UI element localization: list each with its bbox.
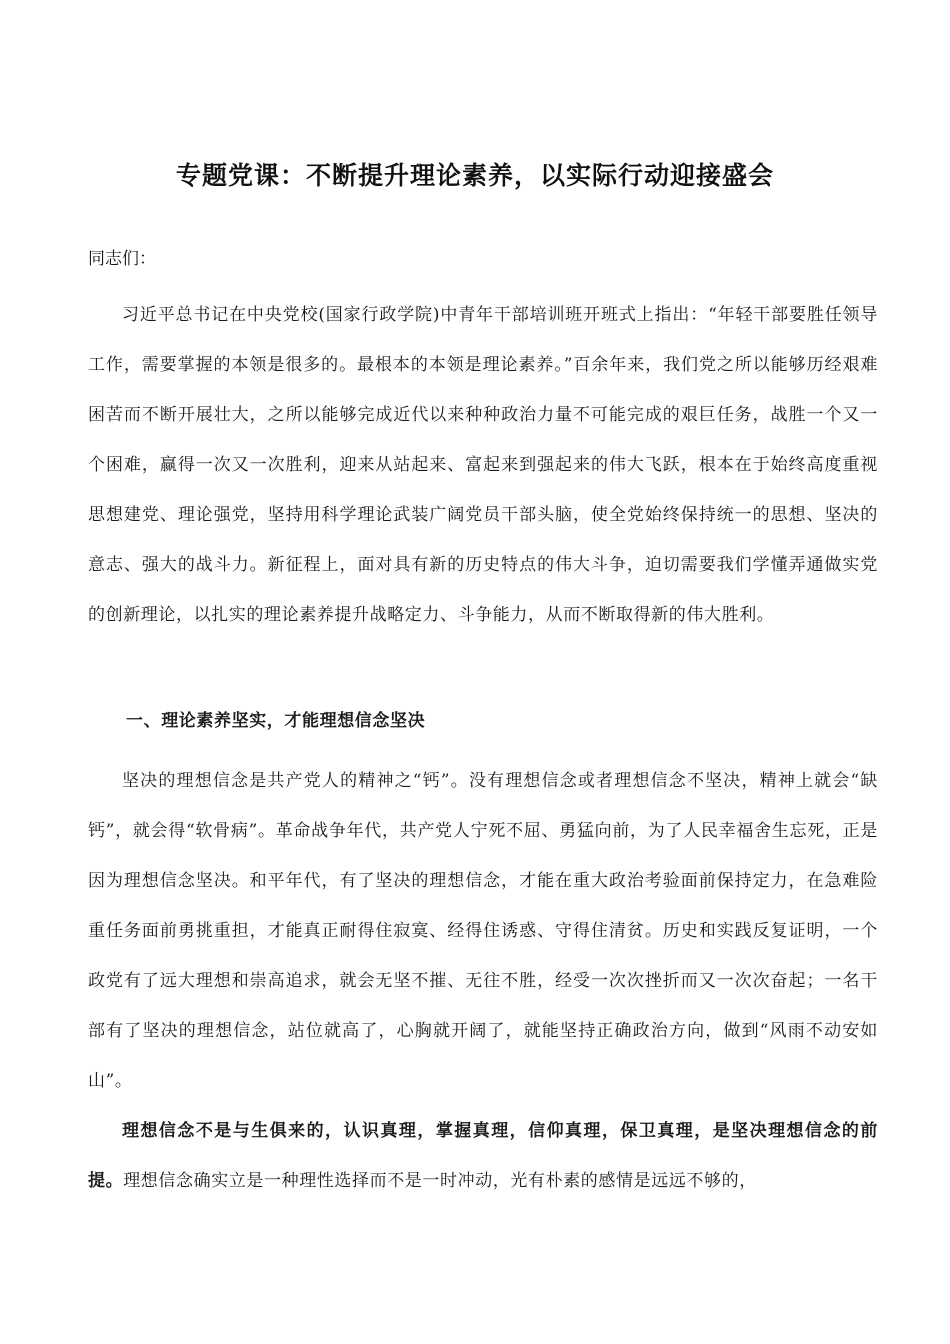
paragraph-body-text: 理想信念确实立是一种理性选择而不是一时冲动，光有朴素的感情是远远不够的， [123,1171,757,1191]
section1-paragraph-2 [88,1106,878,1206]
section1-paragraph-1: 坚决的理想信念是共产党人的精神之“钙”。没有理想信念或者理想信念不坚决，精神上就会“缺钙”，就会得“软骨病”。革命战争年代，共产党人宁死不屈、勇猛向前，为了人民幸福舍生忘死，正是因为理想信念坚决。和平年代，有了坚决的理想信念，才能在重大政治考验面前保持定力，在急难险重任务面前勇挑重担，才能真正耐得住寂寞、经得住诱惑、守得住清贫。历史和实践反复证明，一个政党有了远大理想和崇高追求，就会无坚不摧、无往不胜，经受一次次挫折而又一次次奋起；一名干部有了坚决的理想信念，站位就高了，心胸就开阔了，就能坚持正确政治方向，做到“风雨不动安如山”。 [88,771,878,1091]
intro-paragraph: 习近平总书记在中央党校(国家行政学院)中青年干部培训班开班式上指出：“年轻干部要胜任领导工作，需要掌握的本领是很多的。最根本的本领是理论素养。”百余年来，我们党之所以能够历经艰难困苦而不断开展壮大，之所以能够完成近代以来种种政治力量不可能完成的艰巨任务，战胜一个又一个困难，赢得一次又一次胜利，迎来从站起来、富起来到强起来的伟大飞跃，根本在于始终高度重视思想建党、理论强党，坚持用科学理论武装广阔党员干部头脑，使全党始终保持统一的思想、坚决的意志、强大的战斗力。新征程上，面对具有新的历史特点的伟大斗争，迫切需要我们学懂弄通做实党的创新理论，以扎实的理论素养提升战略定力、斗争能力，从而不断取得新的伟大胜利。 [88,305,878,625]
document-title: 专题党课：不断提升理论素养，以实际行动迎接盛会 [175,161,774,190]
paragraph-lead-sentence: 理想信念不是与生俱来的，认识真理，掌握真理，信仰真理，保卫真理，是坚决理想信念的前提。 [88,1121,878,1191]
section-heading-1: 一、理论素养坚实，才能理想信念坚决 [126,711,426,731]
salutation: 同志们： [88,249,156,269]
